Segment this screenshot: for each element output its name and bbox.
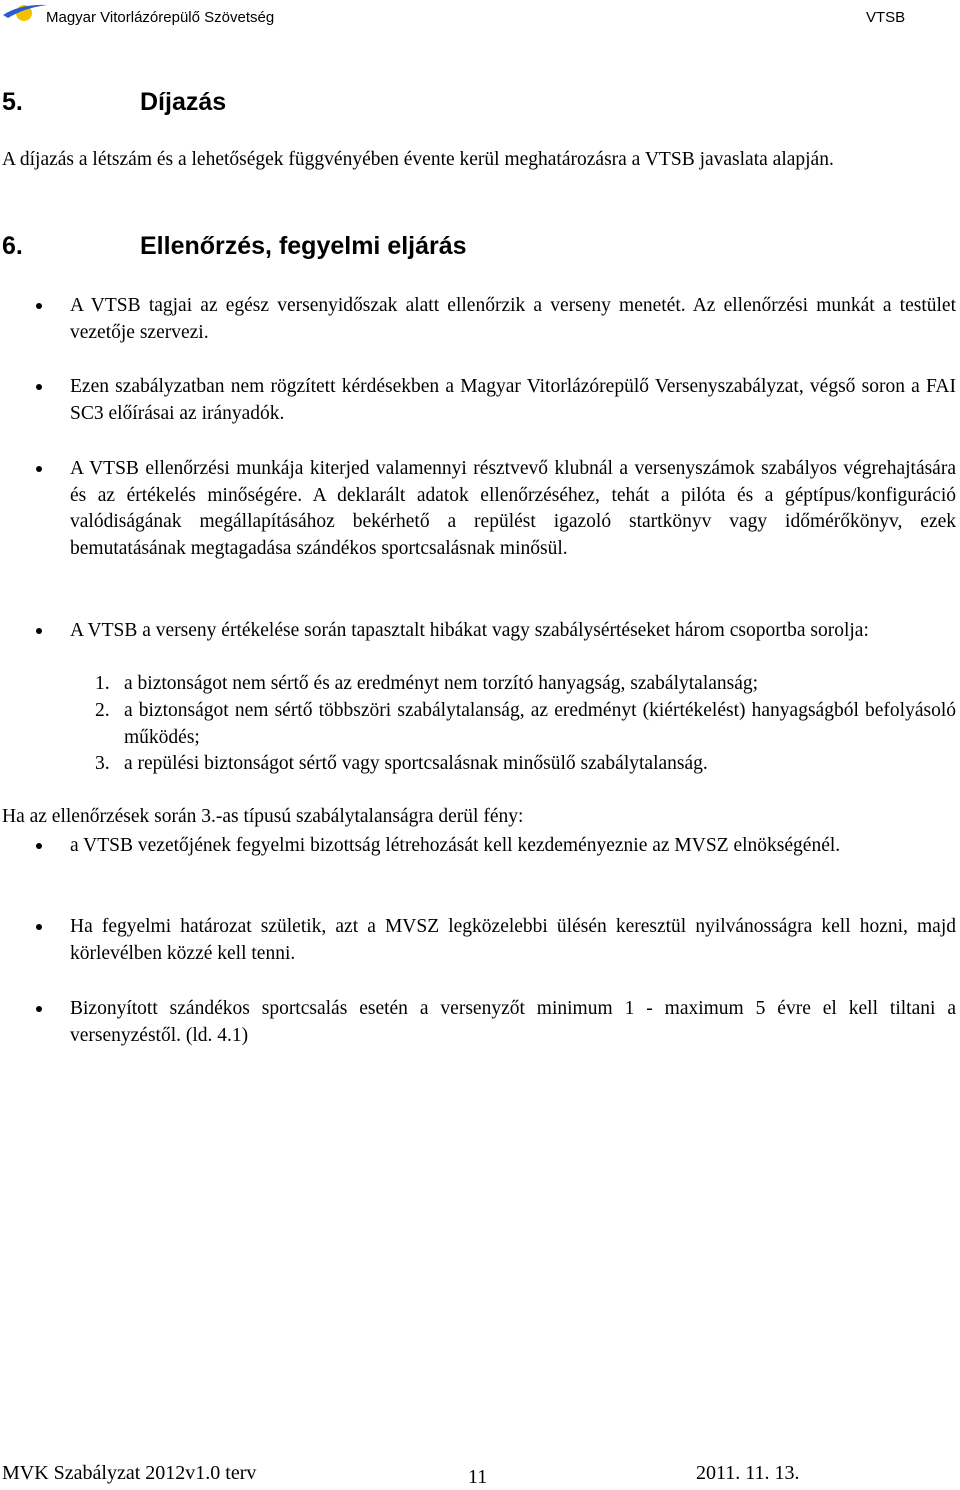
footer-date: 2011. 11. 13. xyxy=(696,1462,800,1484)
intro-paragraph: Ha az ellenőrzések során 3.-as típusú szabálytalanságra derül fény: xyxy=(2,806,524,827)
section-title: Díjazás xyxy=(140,88,227,116)
page-footer xyxy=(0,1462,960,1490)
mvsz-logo-icon xyxy=(2,2,48,26)
item-number: 2. xyxy=(95,700,110,721)
section-number: 6. xyxy=(2,232,23,260)
header-committee: VTSB xyxy=(866,9,906,26)
violation-group-item xyxy=(95,671,956,698)
list-item: A VTSB tagjai az egész versenyidőszak alatt ellenőrzik a verseny menetét. Az ellenőrzési munkát a testület vezetője szervezi. xyxy=(70,295,956,343)
violation-group-item xyxy=(95,698,956,751)
bullet-icon xyxy=(36,303,42,309)
section-5-paragraph: A díjazás a létszám és a lehetőségek függvényében évente kerül meghatározásra a VTSB javaslata alapján. xyxy=(2,149,834,170)
list-item: Bizonyított szándékos sportcsalás esetén a versenyzőt minimum 1 - maximum 5 évre el kell tiltani a versenyzéstől. (ld. 4.1) xyxy=(70,998,956,1046)
bullet-icon xyxy=(36,1006,42,1012)
bullet-icon xyxy=(36,384,42,390)
item-text: a repülési biztonságot sértő vagy sportcsalásnak minősülő szabálytalanság. xyxy=(124,753,708,774)
item-number: 1. xyxy=(95,673,110,694)
bullet-icon xyxy=(36,843,42,849)
list-item: Ezen szabályzatban nem rögzített kérdésekben a Magyar Vitorlázórepülő Versenyszabályzat, végső soron a FAI SC3 előírásai az irányadók. xyxy=(70,376,956,424)
list-item: a VTSB vezetőjének fegyelmi bizottság létrehozását kell kezdeményeznie az MVSZ elnökségénél. xyxy=(70,835,841,856)
bullet-icon xyxy=(36,628,42,634)
section-title: Ellenőrzés, fegyelmi eljárás xyxy=(140,232,467,260)
item-text: a biztonságot nem sértő és az eredményt nem torzító hanyagság, szabálytalanság; xyxy=(124,673,759,694)
item-number: 3. xyxy=(95,753,110,774)
bullet-icon xyxy=(36,924,42,930)
list-item: Ha fegyelmi határozat születik, azt a MVSZ legközelebbi ülésén keresztül nyilvánosságra kell hozni, majd körlevélben közzé kell tenni. xyxy=(70,916,956,964)
item-text: a biztonságot nem sértő többszöri szabálytalanság, az eredményt (kiértékelést) hanyagságból befolyásoló működés; xyxy=(124,700,956,748)
list-item: A VTSB ellenőrzési munkája kiterjed valamennyi résztvevő klubnál a versenyszámok szabályos végrehajtására és az értékelés minőségére. A deklarált adatok ellenőrzéséhez, tehát a pilóta és a géptípus/konfiguráció valódiságának megállapításához bekérhető a repülést igazoló startkönyv vagy időmérőkönyv, ezek bemutatásának megtagadása szándékos sportcsalásnak minősül. xyxy=(70,458,956,559)
violation-group-item xyxy=(95,751,956,778)
footer-document-title: MVK Szabályzat 2012v1.0 terv xyxy=(2,1462,257,1484)
page-header xyxy=(0,0,960,34)
list-item: A VTSB a verseny értékelése során tapasztalt hibákat vagy szabálysértéseket három csoportba sorolja: xyxy=(70,620,869,641)
header-organization: Magyar Vitorlázórepülő Szövetség xyxy=(46,9,275,26)
section-number: 5. xyxy=(2,88,23,116)
bullet-icon xyxy=(36,466,42,472)
page-number: 11 xyxy=(468,1466,488,1488)
